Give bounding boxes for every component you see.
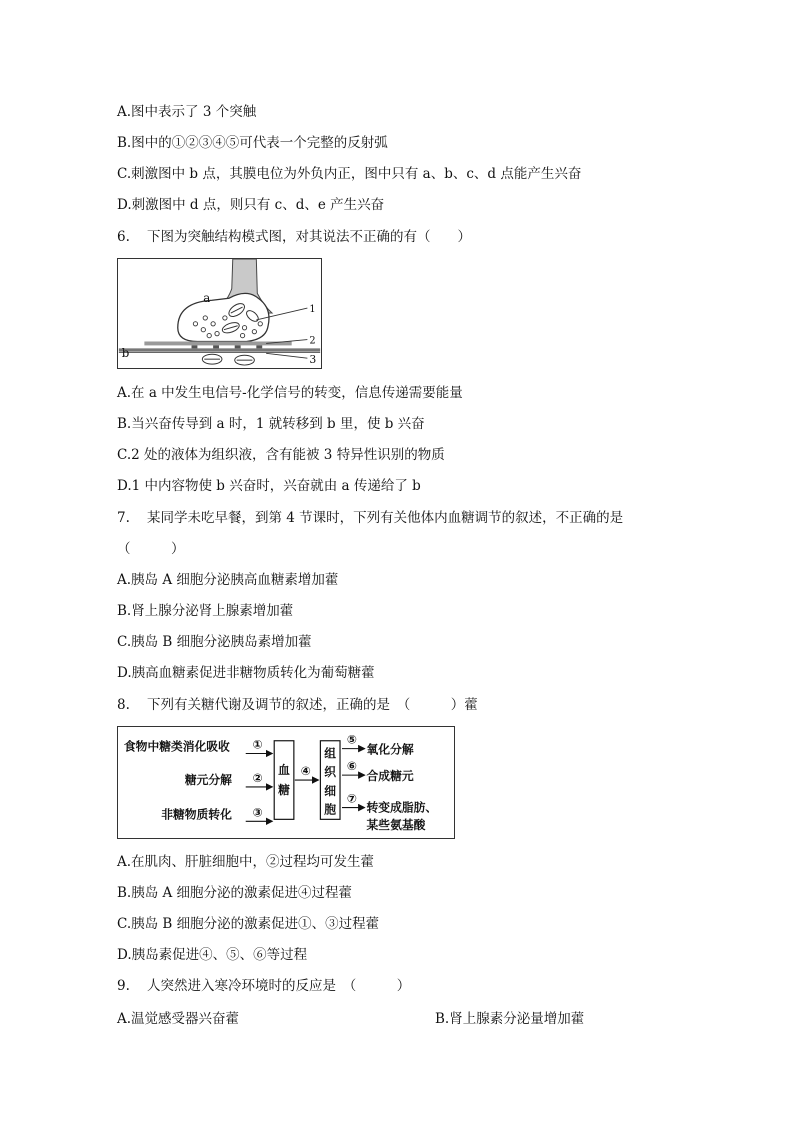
q7-option-c: C.胰岛 B 细胞分泌胰岛素增加藿 — [117, 634, 312, 650]
cell-char4: 胞 — [324, 802, 337, 817]
q8-stem-text: 下列有关糖代谢及调节的叙述，正确的是 （ ）藿 — [147, 697, 478, 713]
cell-char3: 细 — [324, 783, 337, 798]
blood-glucose-char2: 糖 — [278, 782, 290, 797]
cell-char1: 组 — [324, 746, 337, 761]
label-a: a — [203, 291, 211, 306]
step-2: ② — [252, 771, 263, 786]
q8-option-d: D.胰岛素促进④、⑤、⑥等过程 — [117, 947, 308, 963]
q5-option-b: B.图中的①②③④⑤可代表一个完整的反射弧 — [117, 135, 388, 151]
q5-option-d: D.刺激图中 d 点，则只有 c、d、e 产生兴奋 — [117, 197, 385, 213]
q5-option-c: C.刺激图中 b 点，其膜电位为外负内正，图中只有 a、b、c、d 点能产生兴奋 — [117, 166, 582, 182]
q8-option-b: B.胰岛 A 细胞分泌的激素促进④过程藿 — [117, 885, 353, 901]
q7-option-d: D.胰高血糖素促进非糖物质转化为葡萄糖藿 — [117, 665, 375, 681]
cell-char2: 织 — [324, 765, 337, 780]
q7-stem-text: 某同学未吃早餐，到第 4 节课时，下列有关他体内血糖调节的叙述，不正确的是 — [147, 510, 624, 526]
output-oxidation: 氧化分解 — [366, 742, 414, 757]
q9-number: 9. — [117, 978, 130, 994]
q7-paren: （ ） — [117, 541, 185, 557]
q9-option-a: A.温觉感受器兴奋藿 — [117, 1011, 240, 1027]
label-3: 3 — [309, 353, 317, 367]
q9-option-b: B.肾上腺素分泌量增加藿 — [435, 1011, 585, 1027]
step-3: ③ — [252, 805, 263, 820]
q6-stem-text: 下图为突触结构模式图，对其说法不正确的有（ ） — [147, 229, 471, 245]
q9-stem-text: 人突然进入寒冷环境时的反应是 （ ） — [147, 978, 411, 994]
label-2: 2 — [309, 335, 316, 347]
blood-glucose-char1: 血 — [278, 763, 290, 778]
q6-number: 6. — [117, 229, 130, 245]
output-glycogen: 合成糖元 — [366, 769, 414, 784]
q7-option-a: A.胰岛 A 细胞分泌胰高血糖素增加藿 — [117, 572, 339, 588]
q6-option-c: C.2 处的液体为组织液，含有能被 3 特异性识别的物质 — [117, 447, 445, 463]
q8-option-a: A.在肌肉、肝脏细胞中，②过程均可发生藿 — [117, 854, 375, 870]
q9-stem — [117, 977, 410, 995]
q5-option-a: A.图中表示了 3 个突触 — [117, 104, 257, 120]
output-amino-acids: 某些氨基酸 — [366, 818, 426, 833]
source-gluconeogenesis: 非糖物质转化 — [161, 807, 232, 822]
step-4: ④ — [300, 764, 311, 779]
label-b: b — [121, 346, 130, 361]
q7-stem — [117, 509, 623, 527]
q8-number: 8. — [117, 697, 130, 713]
source-digestion: 食物中糖类消化吸收 — [123, 739, 230, 754]
q6-stem — [117, 228, 471, 246]
output-fat: 转变成脂肪、 — [366, 800, 438, 815]
step-6: ⑥ — [346, 759, 357, 774]
synapse-diagram — [117, 258, 322, 369]
glucose-flow-diagram — [117, 726, 455, 839]
q6-option-d: D.1 中内容物使 b 兴奋时，兴奋就由 a 传递给了 b — [117, 478, 421, 494]
q6-option-b: B.当兴奋传导到 a 时，1 就转移到 b 里，使 b 兴奋 — [117, 416, 425, 432]
q6-option-a: A.在 a 中发生电信号-化学信号的转变，信息传递需要能量 — [117, 385, 463, 401]
step-7: ⑦ — [346, 791, 357, 806]
q7-number: 7. — [117, 510, 130, 526]
step-1: ① — [252, 737, 263, 752]
q8-option-c: C.胰岛 B 细胞分泌的激素促进①、③过程藿 — [117, 916, 380, 932]
source-glycogenolysis: 糖元分解 — [184, 772, 232, 787]
q7-option-b: B.肾上腺分泌肾上腺素增加藿 — [117, 603, 294, 619]
label-1: 1 — [309, 304, 316, 316]
step-5: ⑤ — [346, 732, 357, 747]
q8-stem — [117, 696, 478, 714]
